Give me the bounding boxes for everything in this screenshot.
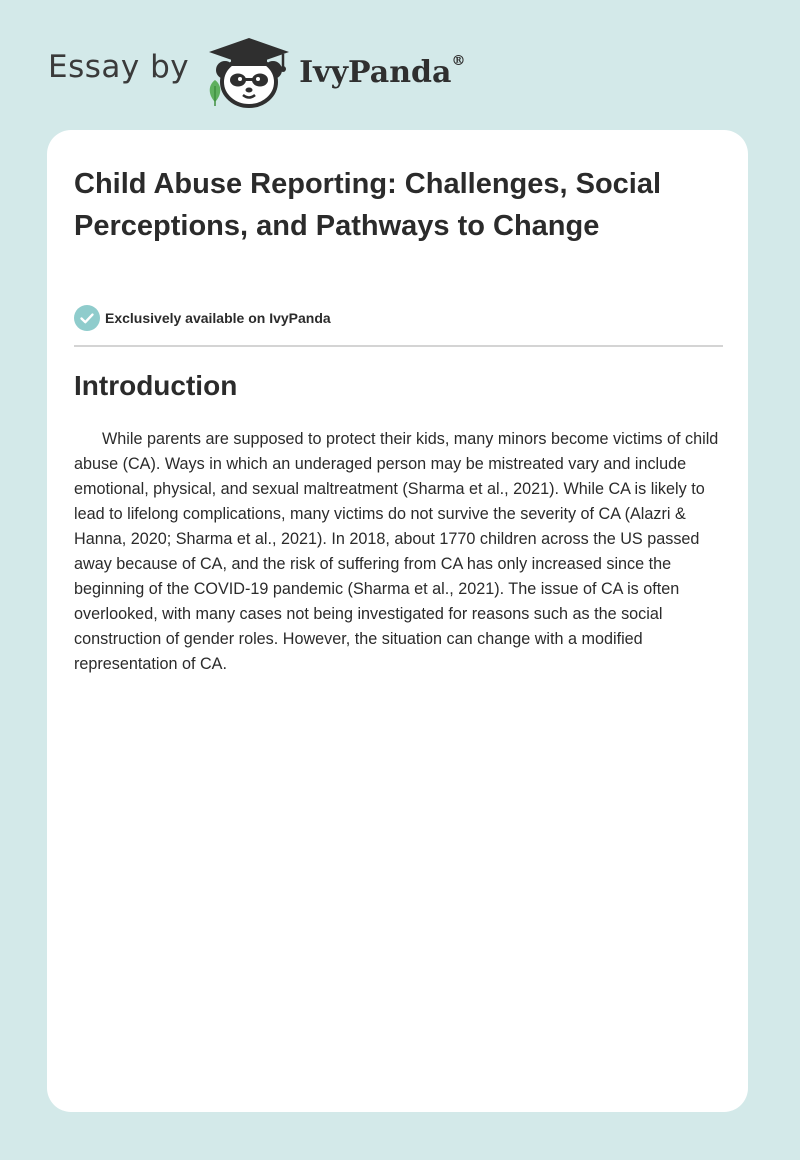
panda-graduate-icon xyxy=(203,30,295,110)
essay-title: Child Abuse Reporting: Challenges, Social Perceptions, and Pathways to Change xyxy=(74,168,662,242)
exclusive-badge xyxy=(74,305,331,331)
essay-by-label: Essay by xyxy=(48,49,190,85)
exclusive-text: Exclusively available on IvyPanda xyxy=(105,310,331,326)
divider xyxy=(74,345,723,347)
brand-name: IvyPanda® xyxy=(299,52,466,90)
essay-card xyxy=(47,130,748,1112)
check-circle-icon xyxy=(74,305,100,331)
registered-mark: ® xyxy=(451,52,466,69)
brand-header[interactable] xyxy=(48,30,465,110)
body-paragraph: While parents are supposed to protect their kids, many minors become victims of child abuse (CA). Ways in which an underaged person may be mistreated vary and include emotional, physical, and sexual maltreatment (Sharma et al., 2021). While CA is likely to lead to lifelong complications, many victims do not survive the severity of CA (Alazri & Hanna, 2020; Sharma et al., 2021). In 2018, about 1770 children across the US passed away because of CA, and the risk of suffering from CA has only increased since the beginning of the COVID-19 pandemic (Sharma et al., 2021). The issue of CA is often overlooked, with many cases not being investigated for reasons such as the social construction of gender roles. However, the situation can change with a modified representation of CA. xyxy=(74,430,719,673)
section-heading: Introduction xyxy=(74,370,238,401)
